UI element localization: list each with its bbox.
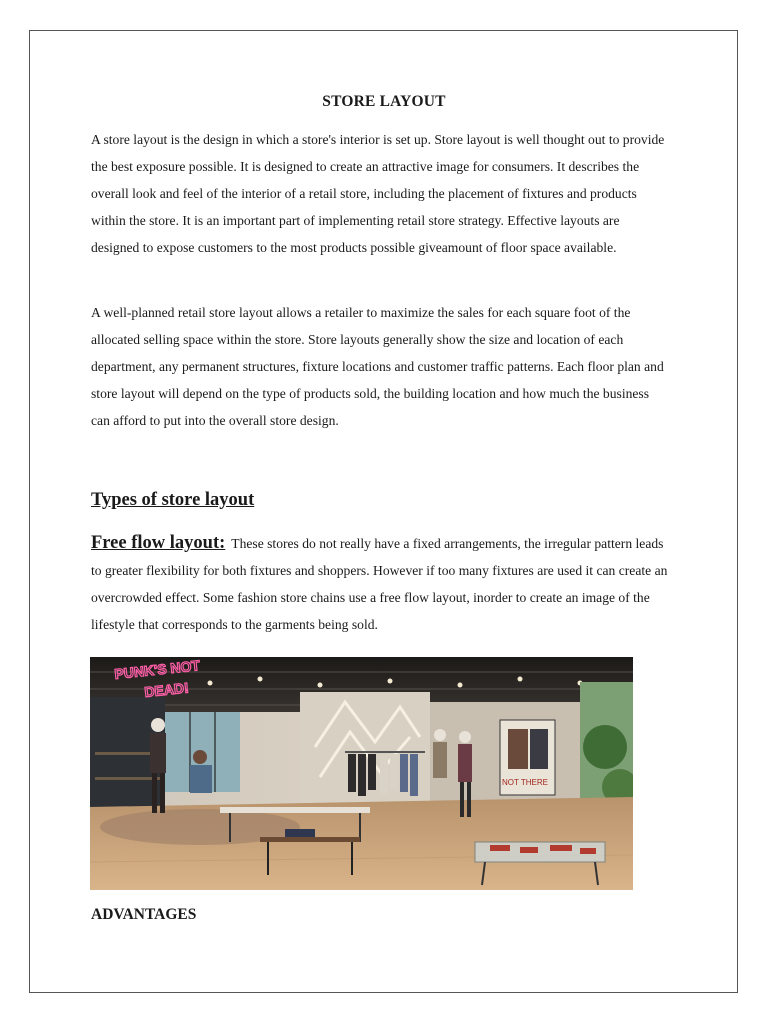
- free-flow-paragraph: [91, 530, 671, 638]
- advantages-heading: ADVANTAGES: [91, 906, 197, 923]
- document-title: STORE LAYOUT: [322, 93, 446, 110]
- neon-sign-line2: DEAD!: [143, 679, 190, 700]
- store-interior-photo: [90, 657, 633, 890]
- intro-paragraph: A store layout is the design in which a store's interior is set up. Store layout is well thought out to provide the best exposure possible. It is designed to create an attractive image for consumers. It describes the overall look and feel of the interior of a retail store, including the placement of fixtures and products within the store. It is an important part of implementing retail store strategy. Effective layouts are designed to expose customers to the most products possible giveamount of floor space available.: [91, 132, 665, 255]
- neon-sign-line1: PUNK'S NOT: [113, 657, 201, 682]
- second-paragraph: A well-planned retail store layout allows a retailer to maximize the sales for each square foot of the allocated selling space within the store. Store layouts generally show the size and location of each department, any permanent structures, fixture locations and customer traffic patterns. Each floor plan and store layout will depend on the type of products sold, the building location and how much the business can afford to put into the overall store design.: [91, 305, 664, 428]
- section-heading-types: Types of store layout: [91, 490, 255, 510]
- poster-text: NOT THERE: [502, 778, 548, 787]
- free-flow-text: These stores do not really have a fixed arrangements, the irregular pattern leads to greater flexibility for both fixtures and shoppers. However if too many fixtures are used it can create an overcrowded effect. Some fashion store chains use a free flow layout, inorder to create an image of the lifestyle that corresponds to the garments being sold.: [91, 536, 668, 632]
- free-flow-heading: Free flow layout:: [91, 533, 226, 553]
